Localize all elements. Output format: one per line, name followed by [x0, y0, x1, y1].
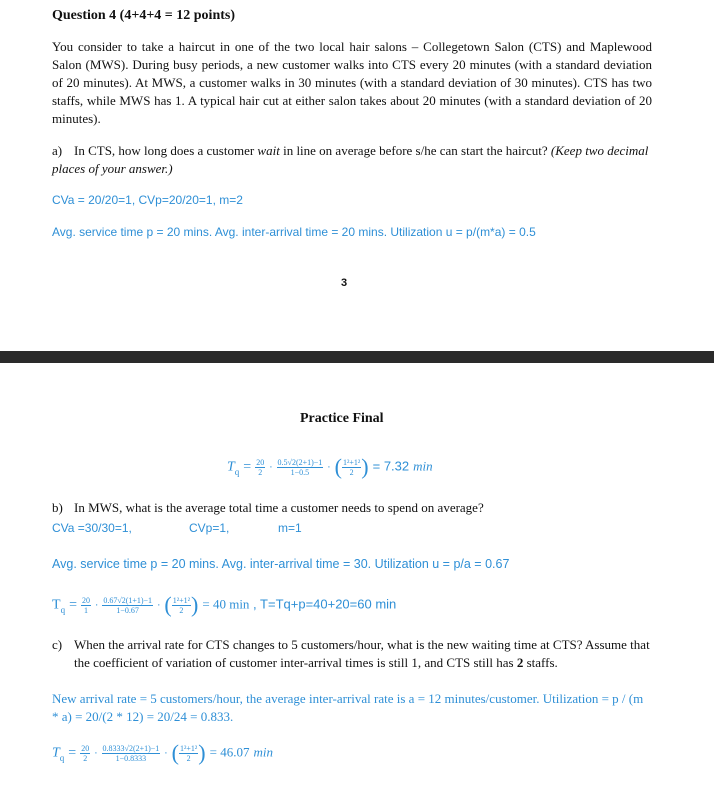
formula-a-f3-den: 2 [349, 467, 354, 477]
formula-c-frac1 [80, 744, 90, 763]
formula-b: $T_q$ = $\frac{20}{1}$ · $\frac{0.67√2(1+1)-1}{1-0.67}$ · ( $\frac{\text{1²+1²}}{2}$ ) = 40 min , T=Tq+p=40+20=60 min [52, 592, 397, 617]
formula-a-f3-num: 1²+1² [342, 457, 361, 467]
formula-a-f2-num: 0.5√2(2+1)−1 [277, 457, 323, 467]
formula-c: $T_q$ = $\frac{20}{2}$ · $\frac{0.8333√2(2+1)-1}{1-0.8333}$ · ( $\frac{\text{1²+1²}}{2}$ ) = 46.07 min [52, 740, 273, 765]
formula-a-eq: = [243, 459, 252, 475]
formula-b-f1-den: 1 [83, 605, 88, 615]
formula-c-eq: = [68, 745, 77, 761]
formula-b-frac2 [102, 596, 153, 615]
formula-a-frac1 [255, 458, 265, 477]
page-number: 3 [341, 277, 348, 289]
formula-a-frac3 [342, 458, 361, 477]
formula-c-frac3 [179, 744, 198, 763]
part-a-question [52, 142, 652, 178]
part-a-text-before: In CTS, how long does a customer [74, 143, 258, 158]
part-b-text: In MWS, what is the average total time a customer needs to spend on average? [74, 500, 484, 515]
practice-final-header: Practice Final [300, 411, 384, 426]
part-a-italic-word: wait [257, 143, 280, 158]
formula-a-unit: min [413, 458, 433, 474]
formula-c-f1-den: 2 [83, 753, 88, 763]
part-a-text-after: in line on average before s/he can start the haircut? [279, 143, 551, 158]
formula-c-f2-num: 0.8333√2(2+1)−1 [102, 743, 160, 753]
formula-b-frac1 [81, 596, 91, 615]
part-b-cva: CVa =30/30=1, [52, 521, 132, 535]
formula-b-result: = 40 min [202, 596, 250, 612]
formula-c-f1-num: 20 [81, 743, 90, 753]
formula-b-lhs: T [52, 597, 61, 613]
part-a-label: a) [52, 143, 63, 158]
formula-c-frac2 [102, 744, 161, 763]
formula-a-result: = 7.32 [372, 458, 410, 474]
formula-a-f1-num: 20 [256, 457, 265, 467]
formula-b-f3-den: 2 [179, 605, 184, 615]
part-c-text-end: staffs. [523, 655, 558, 670]
formula-b-tail: , T=Tq+p=40+20=60 min [249, 596, 397, 612]
formula-c-f3-num: 1²+1² [179, 743, 198, 753]
part-a-note: (Keep two decimal places of your answer.) [52, 143, 649, 176]
part-c-bold: 2 [516, 655, 524, 670]
formula-a-f2-den: 1−0.5 [290, 467, 310, 477]
formula-b-lhs-sub: q [60, 604, 66, 615]
part-b-question [52, 500, 484, 516]
formula-c-result: = 46.07 [209, 744, 250, 760]
formula-c-unit: min [253, 744, 273, 760]
part-a-answer-2: Avg. service time p = 20 mins. Avg. inter-arrival time = 20 mins. Utilization u = p/(m*a) = 0.5 [52, 225, 536, 239]
formula-c-f2-den: 1−0.8333 [115, 753, 147, 763]
formula-a-lhs: T [227, 459, 235, 475]
part-c-label: c) [52, 637, 63, 652]
formula-b-f3-num: 1²+1² [172, 595, 191, 605]
formula-b-eq: = [69, 597, 77, 613]
part-b-cvp: CVp=1, [189, 521, 230, 535]
part-b-answer-2: Avg. service time p = 20 mins. Avg. inter-arrival time = 30. Utilization u = p/a = 0.67 [52, 557, 510, 571]
formula-b-f1-num: 20 [81, 595, 90, 605]
page-divider [0, 351, 714, 363]
formula-b-f2-num: 0.67√2(1+1)−1 [103, 595, 153, 605]
part-a-answer-1: CVa = 20/20=1, CVp=20/20=1, m=2 [52, 193, 243, 207]
formula-a-frac2 [277, 458, 324, 477]
part-b-label: b) [52, 500, 63, 515]
formula-a-f1-den: 2 [258, 467, 263, 477]
formula-b-frac3 [172, 596, 191, 615]
question-title: Question 4 (4+4+4 = 12 points) [52, 8, 236, 23]
formula-c-f3-den: 2 [186, 753, 191, 763]
part-b-m: m=1 [278, 521, 302, 535]
formula-c-lhs-sub: q [59, 752, 65, 763]
part-c-answer: New arrival rate = 5 customers/hour, the average inter-arrival rate is a = 12 minutes/customer. Utilization = p / (m * a) = 20/(2 * 12) = 20/24 = 0.833. [52, 691, 644, 724]
part-c-question [52, 636, 652, 672]
formula-c-lhs: T [52, 745, 60, 761]
part-c-text: When the arrival rate for CTS changes to 5 customers/hour, what is the new waiting time at CTS? Assume that the coefficient of variation of customer inter-arrival times is still 1, and CTS still has [74, 637, 650, 670]
formula-b-f2-den: 1−0.67 [116, 605, 139, 615]
formula-a-lhs-sub: q [234, 466, 240, 477]
question-intro: You consider to take a haircut in one of the two local hair salons – Collegetown Salon (CTS) and Maplewood Salon (MWS). During busy periods, a new customer walks into CTS every 20 minutes (with a standard deviation of 20 minutes). At MWS, a customer walks in 30 minutes (with a standard deviation of 30 minutes). CTS has two staffs, while MWS has 1. A typical hair cut at either salon takes about 20 minutes (with a standard deviation of 20 minutes). [52, 39, 652, 126]
formula-a: $T_q$ = $\frac{20}{2}$ · $\frac{0.5√2(2+1)-1}{1-0.5}$ · ( $\frac{\text{1²+1²}}{2}$ ) = 7.32 min [227, 454, 433, 479]
